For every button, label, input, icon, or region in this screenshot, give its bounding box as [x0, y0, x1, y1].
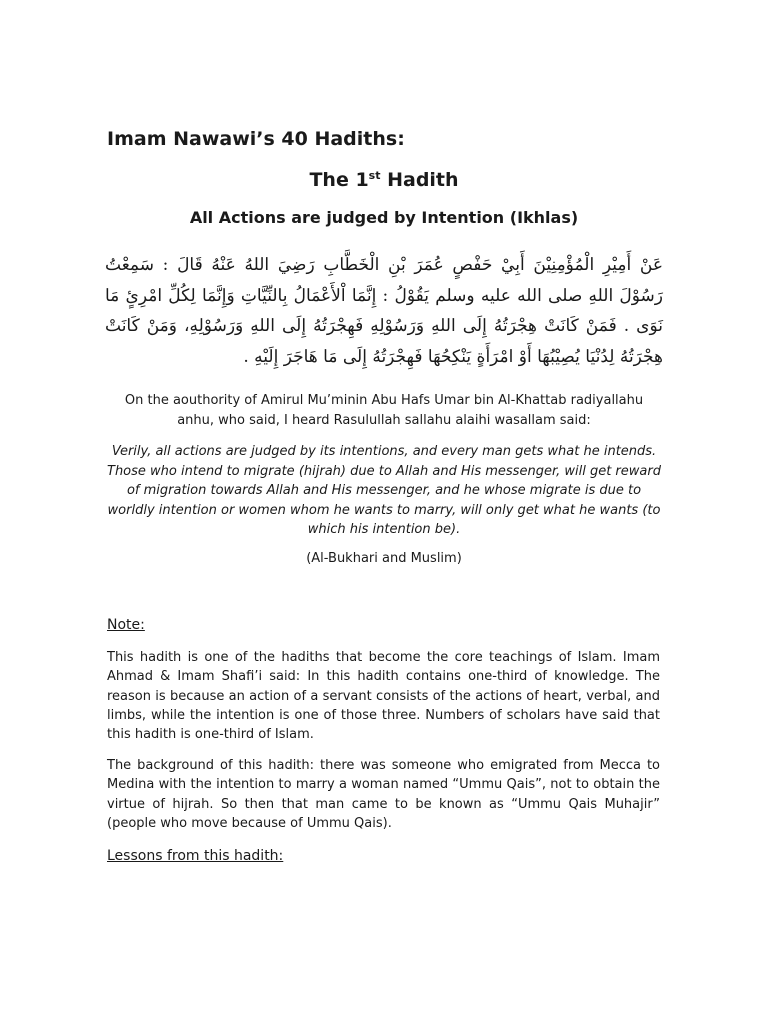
note-paragraph-2: The background of this hadith: there was someone who emigrated from Mecca to Medina with the intention to marry a woman named “Ummu Qais”, not to obtain the virtue of hijrah. So then that man came to be known as “Ummu Qais Muhajir” (people who move because of Ummu Qais).: [107, 758, 660, 831]
note-heading: Note:: [107, 617, 145, 633]
hadith-number-prefix: The 1: [309, 169, 369, 191]
note-paragraph-1: This hadith is one of the hadiths that become the core teachings of Islam. Imam Ahmad & Imam Shafi’i said: In this hadith contains one-third of knowledge. The reason is because an action of a servant consists of the actions of heart, verbal, and limbs, while the intention is one of those three. Numbers of scholars have said that this hadith is one-third of Islam.: [107, 650, 660, 743]
hadith-number-suffix: Hadith: [380, 169, 459, 191]
lessons-heading: Lessons from this hadith:: [107, 848, 284, 864]
document-title: Imam Nawawi’s 40 Hadiths:: [107, 128, 405, 150]
hadith-source: (Al-Bukhari and Muslim): [306, 551, 462, 566]
arabic-text: عَنْ أَمِيْرِ الْمُؤْمِنِيْنَ أَبِيْ حَفْصٍ عُمَرَ بْنِ الْخَطَّابِ رَضِيَ اللهُ عَنْهُ قَالَ : سَمِعْتُ رَسُوْلَ اللهِ صلى الله عليه وسلم يَقُوْلُ : إِنَّمَا اْلأَعْمَالُ بِالنِّيَّاتِ وَإِنَّمَا لِكُلِّ امْرِئٍ مَا نَوَى . فَمَنْ كَانَتْ هِجْرَتُهُ إِلَى اللهِ وَرَسُوْلِهِ فَهِجْرَتُهُ إِلَى اللهِ وَرَسُوْلِهِ، وَمَنْ كَانَتْ هِجْرَتُهُ لِدُنْيَا يُصِيْبُهَا أَوْ امْرَأَةٍ يَنْكِحُهَا فَهِجْرَتُهُ إِلَى مَا هَاجَرَ إِلَيْهِ .: [105, 255, 663, 367]
hadith-quote: Verily, all actions are judged by its intentions, and every man gets what he intends. Those who intend to migrate (hijrah) due to Allah and His messenger, will get reward of migration towards Allah and His messenger, and he whose migrate is due to worldly intention or women whom he wants to marry, will only get what he wants (to which his intention be).: [107, 444, 661, 537]
hadith-number-heading: [0, 169, 768, 191]
hadith-number-ordinal: st: [368, 169, 381, 182]
hadith-heading: All Actions are judged by Intention (Ikhlas): [189, 208, 579, 227]
translation-intro: On the aouthority of Amirul Mu’minin Abu Hafs Umar bin Al-Khattab radiyallahu anhu, who said, I heard Rasulullah sallahu alaihi wasallam said:: [124, 393, 644, 428]
